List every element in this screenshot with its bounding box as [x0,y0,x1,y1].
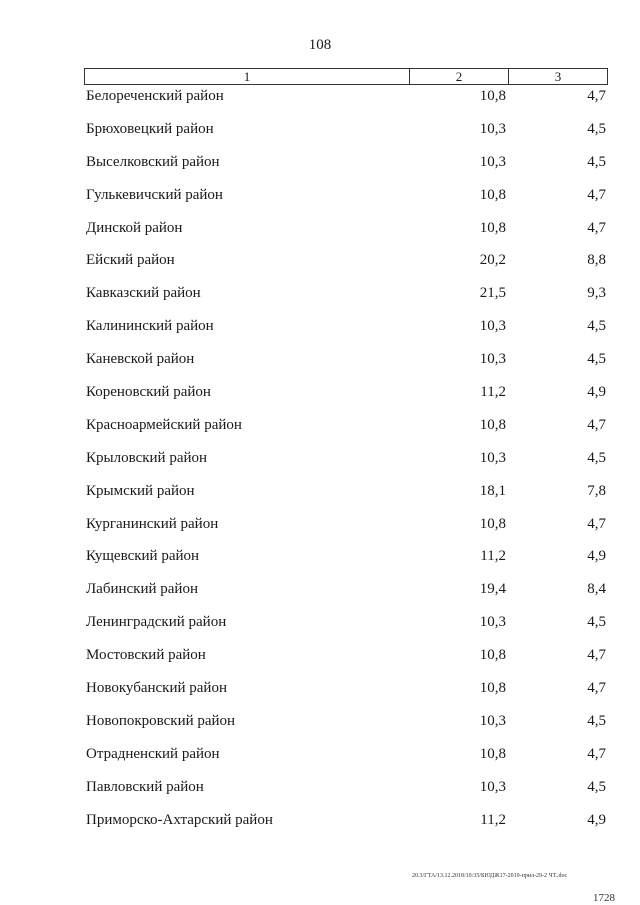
district-name: Кореновский район [86,384,211,401]
value-col-2: 21,5 [479,285,506,302]
district-name: Новокубанский район [86,680,227,697]
value-col-2: 10,8 [479,186,506,203]
value-col-2: 19,4 [479,581,506,598]
table-row [0,608,640,641]
value-col-3: 4,7 [587,745,606,762]
value-col-3: 4,5 [587,449,606,466]
table-row [0,246,640,279]
value-col-3: 4,7 [587,88,606,104]
value-col-2: 10,3 [479,449,506,466]
table-row [0,477,640,510]
value-col-2: 10,3 [479,712,506,729]
table-row [0,575,640,608]
value-col-2: 10,3 [479,120,506,137]
header-col-2: 2 [410,69,509,84]
value-col-2: 11,2 [480,548,506,565]
district-name: Динской район [86,219,183,236]
value-col-3: 7,8 [587,482,606,499]
value-col-2: 10,3 [479,318,506,335]
district-name: Гулькевичский район [86,186,223,203]
value-col-3: 8,8 [587,252,606,269]
table-row [0,411,640,444]
district-name: Брюховецкий район [86,120,214,137]
district-name: Красноармейский район [86,416,242,433]
value-col-3: 4,9 [587,384,606,401]
value-col-3: 4,5 [587,153,606,170]
value-col-2: 11,2 [480,811,506,828]
value-col-3: 4,7 [587,647,606,664]
value-col-2: 10,8 [479,515,506,532]
value-col-2: 18,1 [479,482,506,499]
district-name: Ейский район [86,252,175,269]
district-name: Крыловский район [86,449,208,466]
value-col-2: 10,3 [479,153,506,170]
value-col-3: 4,5 [587,778,606,795]
table-row [0,674,640,707]
table-row [0,806,640,839]
table-row [0,345,640,378]
value-col-3: 4,7 [587,219,606,236]
footer-file-path: 20.3/ГТА/13.12.2018/10:35/БЮДЖ17-2019-прил-29-2 ЧТ..doc [412,873,568,879]
table-row [0,115,640,148]
value-col-3: 4,7 [587,680,606,697]
table-row [0,181,640,214]
district-name: Кущевский район [86,548,200,565]
table-body [0,82,640,838]
district-name: Новопокровский район [86,712,236,729]
table-row [0,740,640,773]
table-row [0,444,640,477]
value-col-2: 11,2 [480,384,506,401]
page-number: 108 [308,37,332,53]
district-name: Приморско-Ахтарский район [86,811,273,828]
table-row [0,148,640,181]
district-name: Белореченский район [86,88,224,104]
value-col-2: 10,3 [479,778,506,795]
value-col-3: 4,5 [587,614,606,631]
district-name: Павловский район [86,778,204,795]
value-col-2: 10,8 [479,745,506,762]
value-col-3: 8,4 [587,581,606,598]
value-col-2: 10,8 [479,647,506,664]
table-row [0,214,640,247]
district-name: Выселковский район [86,153,220,170]
value-col-2: 10,8 [479,88,506,104]
district-name: Калининский район [86,318,214,335]
table-row [0,641,640,674]
district-name: Кавказский район [86,285,201,302]
table-row [0,279,640,312]
district-name: Ленинградский район [86,614,227,631]
header-col-1: 1 [85,69,410,84]
table-row [0,707,640,740]
table-row [0,773,640,806]
district-name: Крымский район [86,482,195,499]
value-col-3: 4,7 [587,416,606,433]
value-col-2: 10,3 [479,614,506,631]
page-stamp: 1728 [593,892,615,904]
value-col-2: 20,2 [479,252,506,269]
district-name: Мостовский район [86,647,206,664]
value-col-3: 4,9 [587,811,606,828]
value-col-3: 4,7 [587,186,606,203]
value-col-2: 10,8 [479,680,506,697]
value-col-2: 10,8 [479,416,506,433]
table-row [0,510,640,543]
value-col-3: 4,9 [587,548,606,565]
value-col-3: 9,3 [587,285,606,302]
header-col-3: 3 [554,69,562,84]
value-col-3: 4,5 [587,318,606,335]
district-name: Отрадненский район [86,745,220,762]
value-col-2: 10,8 [479,219,506,236]
value-col-3: 4,5 [587,712,606,729]
district-name: Курганинский район [86,515,219,532]
district-name: Каневской район [86,351,195,368]
table-row [0,542,640,575]
value-col-3: 4,5 [587,120,606,137]
value-col-2: 10,3 [479,351,506,368]
table-row [0,82,640,115]
table-row [0,378,640,411]
value-col-3: 4,5 [587,351,606,368]
value-col-3: 4,7 [587,515,606,532]
district-name: Лабинский район [86,581,198,598]
table-row [0,312,640,345]
